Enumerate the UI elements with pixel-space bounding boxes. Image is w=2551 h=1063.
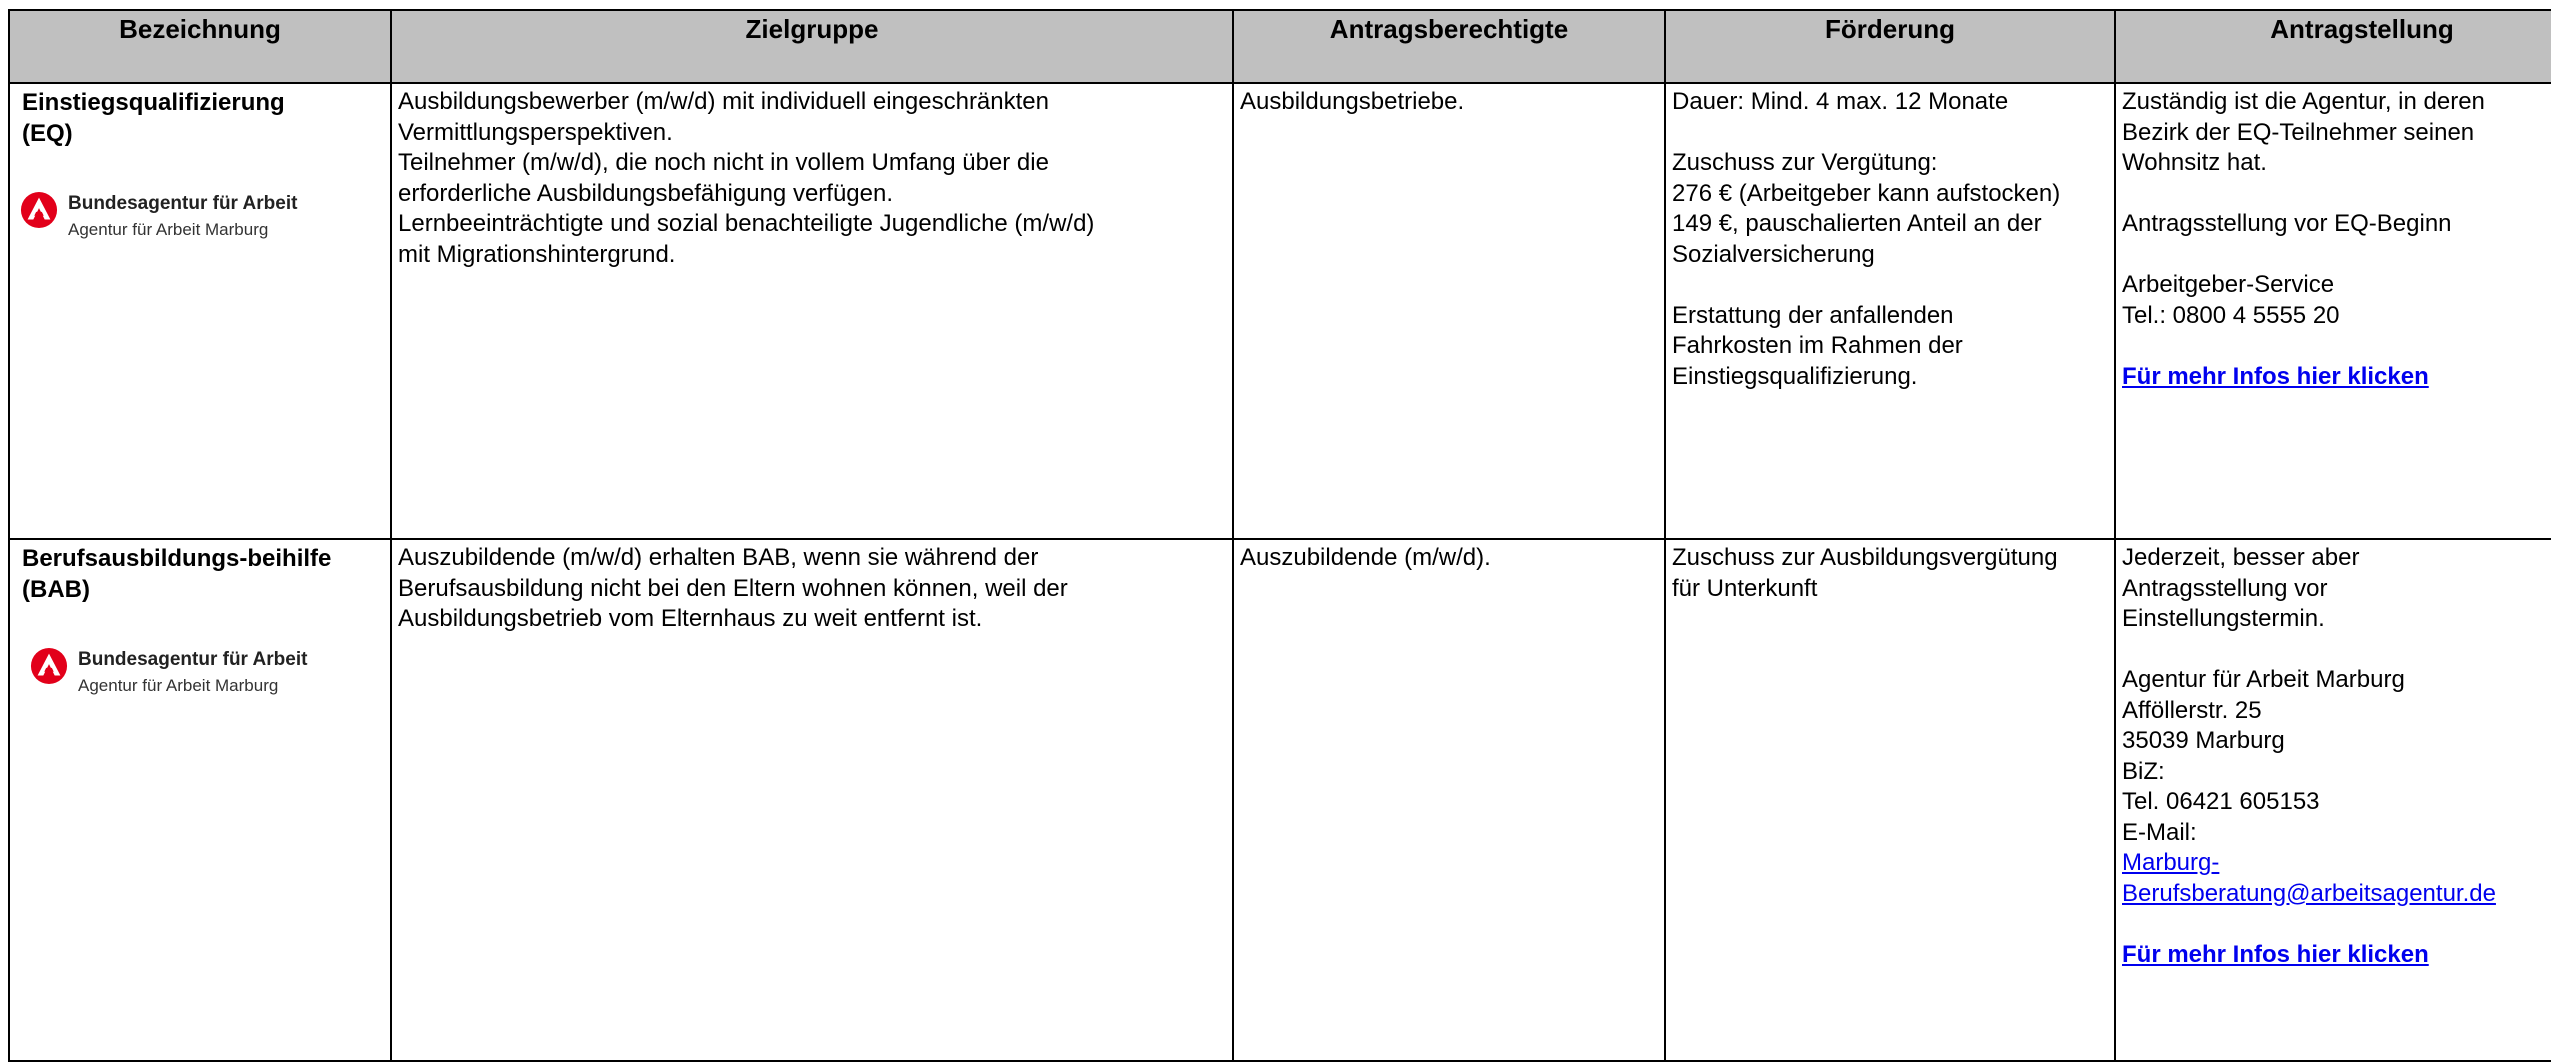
cell-foerderung-bab [1665, 539, 2115, 1061]
program-name-eq [10, 84, 390, 243]
logo-title: Bundesagentur für Arbeit [78, 649, 308, 670]
text-line: Zuständig ist die Agentur, in deren [2122, 88, 2485, 115]
more-info-link[interactable]: Für mehr Infos hier klicken [2122, 362, 2429, 390]
text-line: Agentur für Arbeit Marburg [2122, 666, 2405, 693]
header-antragstellung: Antragstellung [2115, 10, 2551, 83]
text-line: E-Mail: [2122, 818, 2197, 846]
table-row-eq [9, 83, 2551, 539]
text-line: Erstattung der anfallenden [1672, 301, 1954, 329]
cell-bezeichnung-eq [9, 83, 391, 539]
text-line: Wohnsitz hat. [2122, 149, 2267, 176]
cell-zielgruppe-eq [391, 83, 1233, 539]
text-line: Lernbeeinträchtigte und sozial benachteiligte Jugendliche (m/w/d) [398, 210, 1095, 237]
text-line: Dauer: Mind. 4 max. 12 Monate [1672, 88, 2009, 115]
text-line: 35039 Marburg [2122, 727, 2285, 754]
cell-foerderung-eq [1665, 83, 2115, 539]
agency-logo-icon [30, 647, 68, 685]
program-abbrev: (EQ) [22, 119, 73, 147]
program-name-line: Berufsausbildungs-beihilfe [22, 545, 332, 572]
header-foerderung: Förderung [1665, 10, 2115, 83]
text-line: Einstellungstermin. [2122, 605, 2325, 632]
text-line: erforderliche Ausbildungsbefähigung verfügen. [398, 179, 894, 207]
header-antragsberechtigte: Antragsberechtigte [1233, 10, 1665, 83]
email-link-line: Berufsberatung@arbeitsagentur.de [2122, 879, 2496, 907]
program-name-bab [10, 540, 390, 699]
text-line: BiZ: [2122, 757, 2165, 785]
text-line: Auszubildende (m/w/d) erhalten BAB, wenn sie während der [398, 544, 1039, 571]
cell-zielgruppe-bab [391, 539, 1233, 1061]
text-line: Auszubildende (m/w/d). [1240, 544, 1491, 571]
logo-title: Bundesagentur für Arbeit [68, 193, 298, 214]
text-line: Zuschuss zur Vergütung: [1672, 149, 1938, 176]
cell-antragsberechtigte-bab [1233, 539, 1665, 1061]
text-line: Sozialversicherung [1672, 240, 1875, 268]
text-line: Arbeitgeber-Service [2122, 271, 2335, 298]
text-line: Ausbildungsbetriebe. [1240, 88, 1465, 115]
text-line: Zuschuss zur Ausbildungsvergütung [1672, 544, 2058, 571]
text-line: Jederzeit, besser aber [2122, 544, 2360, 571]
text-line: Vermittlungsperspektiven. [398, 118, 673, 146]
agency-logo [20, 191, 386, 243]
cell-antragsberechtigte-eq [1233, 83, 1665, 539]
text-line: für Unterkunft [1672, 574, 1818, 602]
logo-subtitle: Agentur für Arbeit Marburg [78, 676, 279, 695]
agency-logo [30, 647, 386, 699]
text-line: 276 € (Arbeitgeber kann aufstocken) [1672, 179, 2061, 207]
table-row-bab [9, 539, 2551, 1061]
agency-logo-icon [20, 191, 58, 229]
cell-antragstellung-eq [2115, 83, 2551, 539]
text-line: Bezirk der EQ-Teilnehmer seinen [2122, 118, 2475, 146]
text-line: Fahrkosten im Rahmen der [1672, 332, 1963, 359]
more-info-link[interactable]: Für mehr Infos hier klicken [2122, 940, 2429, 968]
text-line: Tel.: 0800 4 5555 20 [2122, 301, 2340, 329]
text-line: Einstiegsqualifizierung. [1672, 362, 1918, 390]
text-line: Berufsausbildung nicht bei den Eltern wohnen können, weil der [398, 574, 1068, 602]
text-line: Ausbildungsbetrieb vom Elternhaus zu weit entfernt ist. [398, 605, 983, 632]
email-link[interactable] [2122, 848, 2551, 909]
cell-antragstellung-bab [2115, 539, 2551, 1061]
text-line: Tel. 06421 605153 [2122, 788, 2320, 815]
text-line: Antragsstellung vor EQ-Beginn [2122, 210, 2452, 237]
text-line: Teilnehmer (m/w/d), die noch nicht in vollem Umfang über die [398, 149, 1049, 176]
table-header-row [9, 10, 2551, 83]
program-abbrev: (BAB) [22, 575, 90, 603]
logo-subtitle: Agentur für Arbeit Marburg [68, 220, 269, 239]
text-line: Ausbildungsbewerber (m/w/d) mit individuell eingeschränkten [398, 88, 1049, 115]
header-zielgruppe: Zielgruppe [391, 10, 1233, 83]
funding-table [8, 9, 2551, 1062]
header-bezeichnung: Bezeichnung [9, 10, 391, 83]
text-line: 149 €, pauschalierten Anteil an der [1672, 210, 2042, 237]
email-link-line: Marburg- [2122, 849, 2220, 876]
text-line: Afföllerstr. 25 [2122, 696, 2262, 724]
text-line: Antragsstellung vor [2122, 574, 2328, 602]
program-name-line: Einstiegsqualifizierung [22, 89, 285, 116]
cell-bezeichnung-bab [9, 539, 391, 1061]
text-line: mit Migrationshintergrund. [398, 240, 676, 268]
